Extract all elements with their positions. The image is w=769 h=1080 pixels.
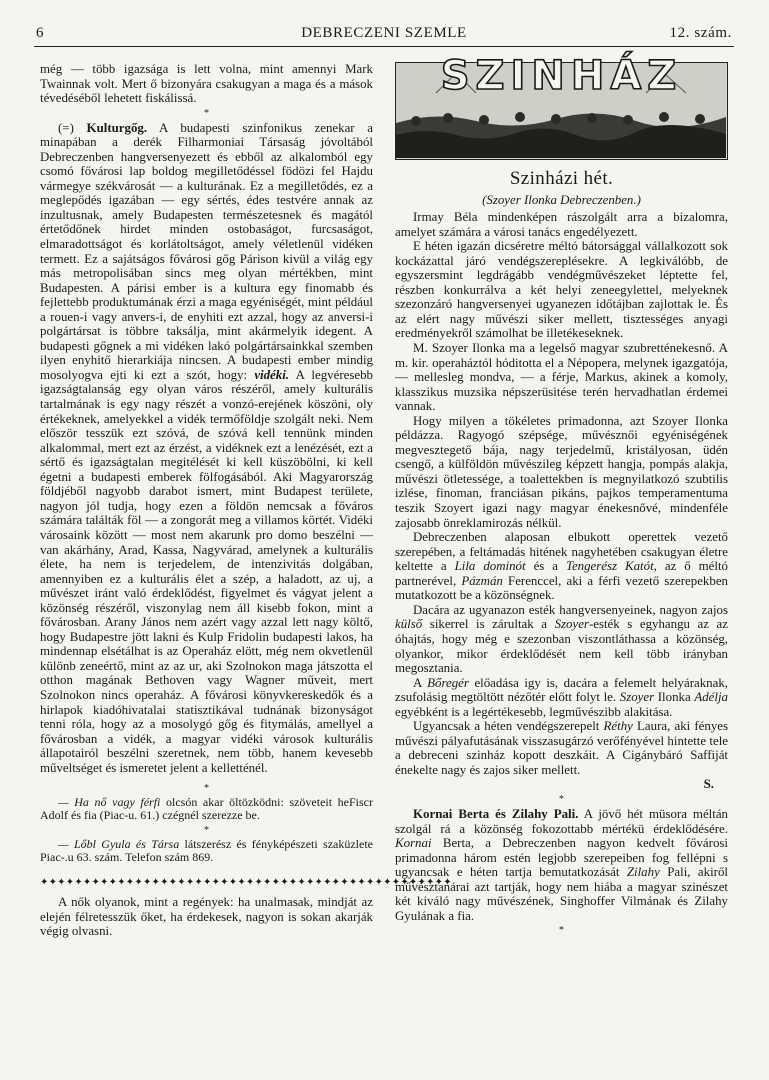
text-run: Ferenccel, aki a férfi vezető szerepekben mutatkozott be a közönségnek.: [395, 573, 728, 603]
text-run: Dacára az ugyanazon esték hangversenyeinek, nagyon zajos: [413, 602, 728, 617]
kulturgog-text: A budapesti szinfonikus zenekar a minapában a derék Filharmoniai Társaság jóvoltából Debreczenben hangversenyezett és ebből az alkalomból egy csomó fővárosi lap boldog megilletődéssel födözi fel Hajdu vármegye székvárosát — a kulturának. Ez a megilletődés, ez a meglepődés igazában — egy sértés, édes testvére annak az inzultusnak, amely Budapesten természetesnek és magától értetődőnek hirdet minden ostobaságot, furcsaságot, elmaradottságot és korlátoltságot, amely véletlenül vidéken termett. Ez a sajátságos fővárosi gőg Párison kivül a világ egy más metropolisában sincs meg olyan mértékben, mint Budapesten. A párisi ember is a kultura egy finomabb és fejlettebb produktumának érzi a maga egyéniségét, mint például a rouen-i vagy anvers-i, de enyhiti ezt azzal, hogy az anversi-i polgártársat is többre taksálja, mint akármelyik idegent. A budapesti gőgnek a mi vidéken lakó polgártársainkkal szemben ilyen enyhitő hierarkiája nincsen. A budapesti ember mindig mosolyogva ejti ki ezt a szót, hogy:: [40, 120, 373, 382]
paragraph-4: Hogy milyen a tökéletes primadonna, azt Szoyer Ilonka példázza. Ragyogó szépsége, művésznői egyéniségének megvesztegető bája, nagy terjedelmű, kristályosan, üdén csengő, a külföldön művészileg képzett hangja, pompás alakja, művészi ötletessége, a toalettekben is megnyilatkozó szubtilis izlése, finoman, franciásan pikáns, pajkos temperamentuma teszik Szoyert igazi nagy magyar énekesnővé, mindenféle zajosabb önreklamirozás nélkül.: [395, 413, 728, 530]
article-signature: S.: [703, 777, 714, 792]
kornai-zilahy-title: Kornai Berta és Zilahy Pali.: [413, 806, 579, 821]
advertisements: [40, 783, 373, 864]
closing-aphorism: A nők olyanok, mint a regények: ha unalmasak, mindját az elején félretesszük őket, ha érdekesek, nagyon is sokan akarják végig olvasni.: [40, 895, 373, 939]
text-run: Debreczenben alaposan elbukott operettek vezető szerepében, a feltámadás hitének nagyhetében csakugyan életre keltette a: [395, 530, 728, 574]
text-run: az ő méltó partnerével,: [395, 559, 728, 588]
separator-star: *: [204, 783, 209, 795]
separator-star: *: [204, 107, 209, 119]
advert-fischer: [40, 796, 373, 822]
text-run: és a: [533, 559, 558, 574]
right-column: [395, 53, 729, 938]
ornamental-divider: ✦✦✦✦✦✦✦✦✦✦✦✦✦✦✦✦✦✦✦✦✦✦✦✦✦✦✦✦✦✦✦✦✦✦✦✦✦✦✦✦✦✦✦✦✦✦✦✦: [40, 877, 452, 889]
text-run: Ugyancsak a héten vendégszerepelt: [413, 719, 600, 734]
operetta-title: Bőregér: [427, 675, 469, 690]
text-run: sikerrel is zárultak a: [429, 617, 547, 632]
advert-lobl-text: látszerész és fényképészeti szaküzlete Piac-.u 63. szám. Telefon szám 869.: [40, 836, 373, 864]
kulturgog-signature: (=): [58, 120, 74, 135]
article-byline: (Szoyer Ilonka Debreczenben.): [482, 192, 641, 207]
performer-name: Pázmán: [461, 573, 503, 588]
advert-lobl-lead: — Lőbl Gyula és Társa: [58, 836, 180, 851]
performer-name: Szoyer: [619, 690, 655, 705]
performer-name: Zilahy: [626, 865, 660, 880]
paragraph-5: [395, 530, 728, 603]
text-run: A jövő hét müsora méltán szolgál rá a közönség fokozottabb mértékü érdeklődésére.: [395, 806, 728, 836]
kulturgog-article: [40, 121, 373, 776]
separator-star: *: [559, 793, 564, 805]
issue-number: 12. szám.: [669, 25, 732, 41]
kulturgog-emphasis: vidéki.: [254, 367, 290, 382]
text-run: egyébként is a legértékesebb, legművészibb alakitása.: [395, 704, 673, 719]
separator-star: *: [559, 925, 564, 937]
paragraph-7: [395, 676, 728, 720]
performer-name: Réthy: [603, 719, 633, 734]
intro-paragraph: még — több igazsága is lett volna, mint amennyi Mark Twainnak volt. Mert ő bizonyára csakugyan a maga és a mások tévedéséből lehetett fiskálissá.: [40, 62, 373, 106]
paragraph-2: E héten igazán dicséretre méltó bátorsággal vállalkozott sok kockázattal járó vendégszereplésekre. A legkiválóbb, de egyszersmint legdrágább vendégművészeket léptette fel, részben konkurrálva a két helyi zeneegylettel, melyeknek szezonzáró hangversenyei ugyanezen időtájban zajlottak le. És az elért nagy művészi siker mellett, tisztességes anyagi eredményekről számolhat be illetékeseknek.: [395, 239, 728, 341]
kulturgog-text-continued: A legvéresebb igazságtalanság egy olyan város részéről, amely kulturális tartalmának is egy nagy részét a vonzó-erejének köszöni, oly értékeknek, amelyekkel a vidék termőföldje szolgált neki. Nem először tesszük ezt szóvá, de szóvá kell tennünk minden alkalommal, mert ezt az érzést, a vidéknek ezt a lenézését, ezt a sértő és igazságtalan megitélését ki kell küszöbölni, ki kell égetni a budapesti emberek fölfogásából. Aki Magyarország földjéből nagyobb darabot ismert, mint Budapest területe, nagyon jól tudja, hogy ezen a földön nemcsak a főváros számára találták föl — a zongorát meg a villamos körtét. Vidéki városaink között — most nem akarunk pro domo beszélni — van akárhány, Arad, Kassa, Nagyvárad, amelynek a kulturális élete, ha nem is terjedelem, de intenzivitás dolgában, amennyiben ez a kulturális élet a szép, a haladott, az uj, a művészet iránt való érdeklődést, figyelmet és vágyat jelent a közönség részéről, viszonylag nem áll kisebb fokon, mint a fővárosban. Arany János nem azért vagy azzal lett nagy költő, hogy Budapestre jött lakni és Kulp Fridolin budapesti lakos, ha mindennap elsétálhat is az Operaház elött, még nem okvetlenül különb zeneértő, mint az az ur, aki Szolnokon maga játszotta el otthon magának Bethoven vagy Wagner műveit, mert Szolnokon nincs operaház. A fővárosi könyvkereskedők és a hirlapok kiadóhivatalai statisztikával tudnának bizonyságot tenni róla, hogy az a mosolygó gőg és fitymálás, amellyel a fővárosban a vidék, a magyar vidéki városok kulturális állapotairól beszélni szeretnek, nem több, hanem kevesebb műveltséget és ismeretet jelent a kelletténél.: [40, 367, 373, 775]
operetta-title: Tengerész Katót,: [565, 559, 657, 574]
banner-title: SZINHÁZ: [440, 53, 683, 99]
text-run: Laura, aki fényes művészi pályafutásának visszasugárzó verőfényével hintette tele a debreceni szinház kopott deszkáit. A Cigánybáró Saffiját énekelte nagy és zajos siker mellett.: [395, 719, 729, 777]
paragraph-1: Irmay Béla mindenképen rászolgált arra a bizalomra, amelyet számára a városi tanács engedélyezett.: [395, 210, 728, 239]
text-run: A: [413, 675, 422, 690]
kulturgog-title: Kulturgőg.: [86, 120, 148, 135]
journal-title: DEBRECZENI SZEMLE: [301, 25, 467, 41]
separator-star: *: [204, 824, 209, 836]
performer-name: Kornai: [395, 836, 432, 851]
advert-lobl: [40, 838, 373, 864]
role-name: Adélja: [694, 690, 728, 705]
page-number: 6: [36, 25, 45, 41]
page-header: [34, 24, 734, 47]
paragraph-3: M. Szoyer Ilonka ma a legelső magyar szubretténekesnő. A m. kir. operaháztól hóditotta el a Népopera, melynek igazgatója, — mellesleg mondva, — a férje, Markus, akinek a komoly, klasszikus muzsika népszerüsitése terén hervadhatlan érdemei vannak.: [395, 341, 728, 414]
paragraph-8: [395, 719, 728, 777]
emphasis: külső: [395, 617, 423, 632]
text-run: Pali, akiről művésztanárai azt tartják, hogy nem hiába a magyar szinészet két kiváló nagy művészének, Singhoffer Vilmának és Zilahy Gyulának a fia.: [395, 865, 729, 923]
section-title: Szinházi hét.: [509, 168, 614, 189]
operetta-title: Lila dominót: [454, 559, 526, 574]
kornai-zilahy-article: [395, 807, 728, 923]
text-run: Ilonka: [657, 690, 691, 705]
text-run: előadása igy is, dacára a felemelt helyáraknak, zsufolásig megtöltött nézőtér előtt folyt le.: [395, 675, 728, 705]
text-run: Berta, a Debreczenben nagyon kedvelt fővárosi primadonna három estén legjobb szerepeiben fog fellépni s ugyancsak e héten tartja bemutatkozását: [395, 836, 728, 880]
advert-fischer-text: olcsón akar öltözködni: szöveteit heFiscr Adolf és fia (Piac-u. 61.) czégnél szerezze be.: [40, 795, 374, 823]
text-run: -esték s egyhangu az az óhajtás, hogy még e szezonban viszontláthassa a közönség, olyankor, mikor érdeklődését nem kell több irányban megosztania.: [395, 617, 728, 676]
advert-fischer-lead: — Ha nő vagy férfi: [58, 795, 161, 810]
paragraph-6: [395, 603, 728, 676]
performer-name: Szoyer: [554, 617, 589, 632]
theater-banner: [395, 53, 728, 160]
